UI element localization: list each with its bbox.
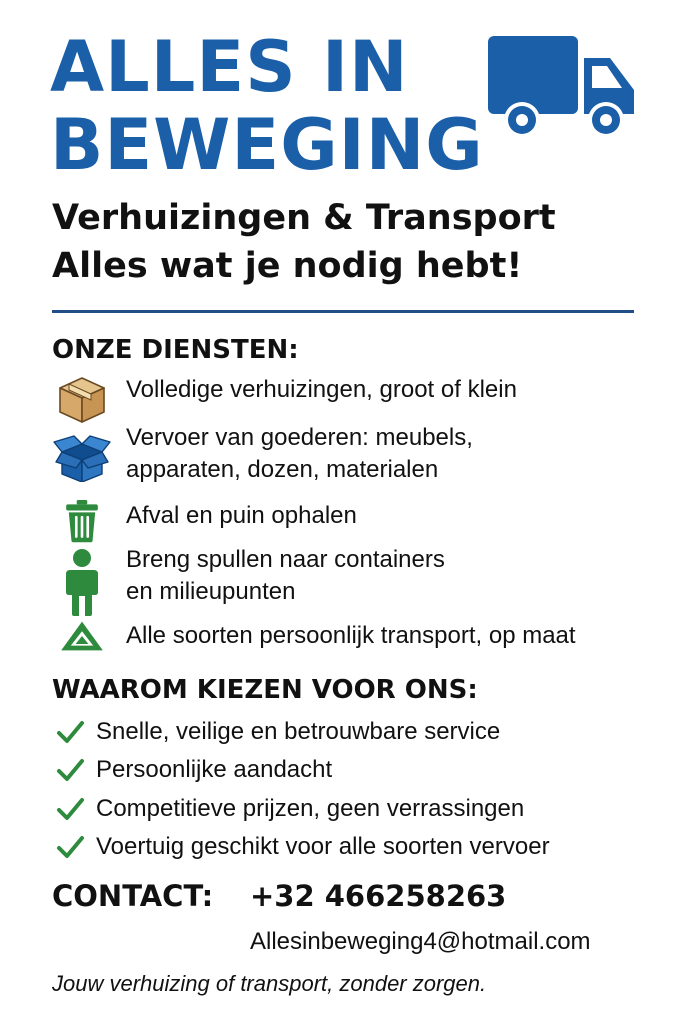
checkmark-icon <box>56 758 84 782</box>
tagline-line-1: Verhuizingen & Transport <box>52 198 556 238</box>
reason-text: Snelle, veilige en betrouwbare service <box>96 718 501 745</box>
service-text: Alle soorten persoonlijk transport, op maat <box>126 622 576 649</box>
reasons-heading: WAAROM KIEZEN VOOR ONS: <box>52 675 478 705</box>
reason-text: Competitieve prijzen, geen verrassingen <box>96 795 525 822</box>
service-text-line-2: apparaten, dozen, materialen <box>126 456 439 483</box>
service-text: Afval en puin ophalen <box>126 502 357 529</box>
reason-text: Voertuig geschikt voor alle soorten vervoer <box>96 833 550 860</box>
checkmark-icon <box>56 797 84 821</box>
divider <box>52 310 634 313</box>
cardboard-box-icon <box>52 374 112 424</box>
open-box-icon <box>52 432 112 482</box>
brand-title-line-1: ALLES IN <box>50 26 409 108</box>
truck-icon <box>486 34 636 142</box>
service-text-line-1: Breng spullen naar containers <box>126 546 445 573</box>
service-text-line-2: en milieupunten <box>126 578 296 605</box>
triangle-sign-icon <box>52 620 112 660</box>
trash-bin-icon <box>52 500 112 544</box>
service-text-line-1: Vervoer van goederen: meubels, <box>126 424 473 451</box>
service-text <box>126 544 445 608</box>
tagline-line-2: Alles wat je nodig hebt! <box>52 246 523 286</box>
service-text <box>126 422 473 486</box>
checkmark-icon <box>56 835 84 859</box>
person-icon <box>52 548 112 618</box>
slogan: Jouw verhuizing of transport, zonder zorgen. <box>52 971 487 996</box>
reason-text: Persoonlijke aandacht <box>96 756 333 783</box>
services-heading: ONZE DIENSTEN: <box>52 335 299 365</box>
brand-title <box>50 28 484 184</box>
checkmark-icon <box>56 720 84 744</box>
brand-title-line-2: BEWEGING <box>50 104 484 186</box>
service-text: Volledige verhuizingen, groot of klein <box>126 376 517 403</box>
contact-label: CONTACT: <box>52 879 214 913</box>
contact-email[interactable]: Allesinbeweging4@hotmail.com <box>250 928 591 955</box>
tagline <box>52 194 556 290</box>
contact-phone[interactable]: +32 466258263 <box>250 879 507 913</box>
